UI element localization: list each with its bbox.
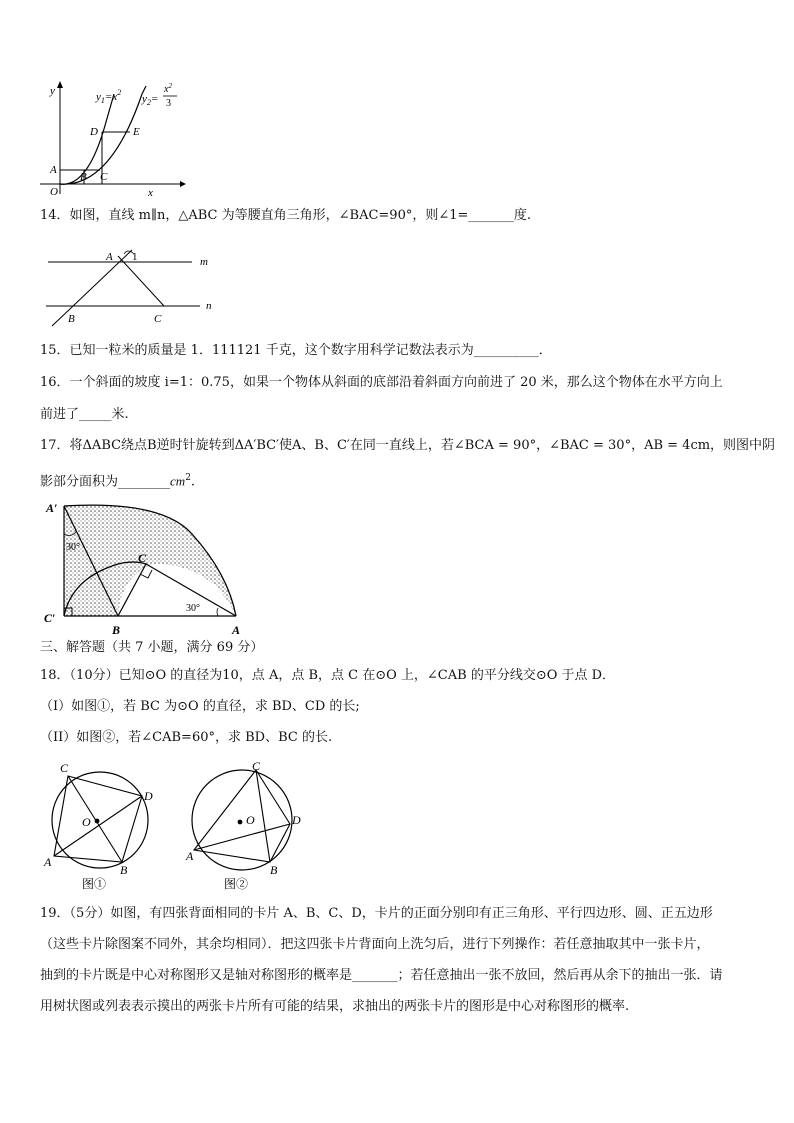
q17-unit: cm: [170, 473, 186, 489]
angle-1-label: 1: [132, 251, 138, 263]
point-b-label: B: [80, 171, 87, 183]
question-18-part2: （II）如图②，若∠CAB=60°，求 BD、BC 的长.: [40, 730, 333, 745]
point-b-label: B: [120, 863, 128, 877]
curve-y2-denominator: 3: [166, 98, 171, 109]
point-a-label: A: [232, 623, 241, 637]
section-title: 三、解答题（共 7 小题，满分 69 分）: [40, 640, 264, 655]
point-e-label: E: [133, 126, 140, 138]
q14-text: 14．如图，直线 m∥n，△ABC 为等腰直角三角形，∠BAC=90°，则∠1=: [40, 208, 469, 223]
point-c-label: C: [154, 313, 162, 325]
angle-bottom-label: 30°: [186, 603, 200, 614]
x-axis-label: x: [148, 187, 153, 199]
question-16-line2: [40, 405, 764, 425]
point-d-label: D: [90, 126, 98, 138]
q16-text-end: 米.: [111, 407, 129, 422]
q14-blank: _______: [468, 208, 514, 223]
q17-text-end: .: [190, 474, 196, 490]
figure-parallel-lines: [40, 238, 230, 330]
point-c-label: C: [252, 759, 261, 773]
y-axis-label: y: [50, 85, 55, 97]
q16-text: 前进了: [40, 407, 80, 422]
angle-top-label: 30°: [66, 542, 80, 553]
question-16-line1: 16．一个斜面的坡度 i=1：0.75，如果一个物体从斜面的底部沿着斜面方向前进了 20 米，那么这个物体在水平方向上: [40, 375, 723, 390]
point-c-prime-label: C′: [44, 611, 56, 625]
figure-rotation: [42, 494, 252, 640]
q17-unit-exp: 2: [185, 473, 191, 483]
question-19-line1: 19．（5分）如图，有四张背面相同的卡片 A、B、C、D，卡片的正面分别印有正三角形、平行四边形、圆、正五边形: [40, 906, 713, 921]
point-d-label: D: [144, 789, 153, 803]
question-18-line1: 18．（10分）已知⊙O 的直径为10，点 A，点 B，点 C 在⊙O 上，∠CAB 的平分线交⊙O 于点 D．: [40, 668, 616, 683]
line-m-label: m: [200, 256, 208, 268]
point-a-prime-label: A′: [46, 501, 58, 515]
point-c-label: C: [138, 551, 147, 565]
q17-text: 影部分面积为: [40, 474, 119, 490]
point-d-label: D: [292, 813, 301, 827]
q15-blank: __________: [473, 343, 539, 358]
q19-text-end: ；若任意抽出一张不放回，然后再从余下的抽出一张．请: [397, 968, 723, 983]
q15-text-end: ．: [538, 343, 552, 358]
point-o-label: O: [246, 813, 255, 827]
point-o-label: O: [82, 815, 91, 829]
point-b-label: B: [112, 623, 121, 637]
point-c-label: C: [100, 171, 108, 183]
curve-y1-label: $y_1=x^2$: [96, 88, 122, 105]
question-19-line3: [40, 966, 764, 986]
figure-1-caption: 图①: [82, 877, 107, 891]
point-a-label: A: [186, 849, 194, 863]
question-17-line1: 17．将ΔABC绕点B逆时针旋转到ΔA′BC′使A、B、C′在同一直线上，若∠BCA = 90°，∠BAC = 30°，AB = 4cm，则图中阴: [40, 438, 776, 453]
question-18-part1: （I）如图①，若 BC 为⊙O 的直径，求 BD、CD 的长;: [40, 699, 360, 714]
figure-2-caption: 图②: [224, 877, 249, 891]
q19-text: 抽到的卡片既是中心对称图形又是轴对称图形的概率是: [40, 968, 353, 983]
point-c-label: C: [60, 761, 69, 775]
line-n-label: n: [206, 300, 212, 312]
question-19-line4: 用树状图或列表表示摸出的两张卡片所有可能的结果，求抽出的两张卡片的图形是中心对称图形的概率.: [40, 999, 630, 1014]
question-15: [40, 341, 764, 361]
point-a-label: A: [50, 164, 57, 176]
point-b-label: B: [270, 863, 278, 877]
curve-y2-label: $y_2=$: [142, 93, 159, 107]
q17-blank: ________: [118, 474, 171, 490]
q19-blank: _______: [352, 968, 398, 983]
q14-text-end: 度.: [513, 208, 532, 223]
q16-blank: _____: [79, 407, 112, 422]
question-19-line2: （这些卡片除图案不同外，其余均相同）．把这四张卡片背面向上洗匀后，进行下列操作：若任意抽取其中一张卡片，: [40, 937, 710, 952]
origin-label: O: [50, 186, 58, 198]
question-17-line2: [40, 468, 764, 492]
figure-circle-2: [180, 758, 310, 892]
question-14: [40, 206, 764, 226]
figure-parabolas: [30, 78, 190, 200]
point-a-label: A: [44, 855, 52, 869]
curve-y2-numerator: $x^2$: [164, 82, 172, 95]
q15-text: 15．已知一粒米的质量是 1．111121 千克，这个数字用科学记数法表示为: [40, 343, 474, 358]
point-a-label: A: [106, 251, 113, 263]
point-b-label: B: [68, 313, 75, 325]
figure-circle-1: [40, 758, 170, 892]
